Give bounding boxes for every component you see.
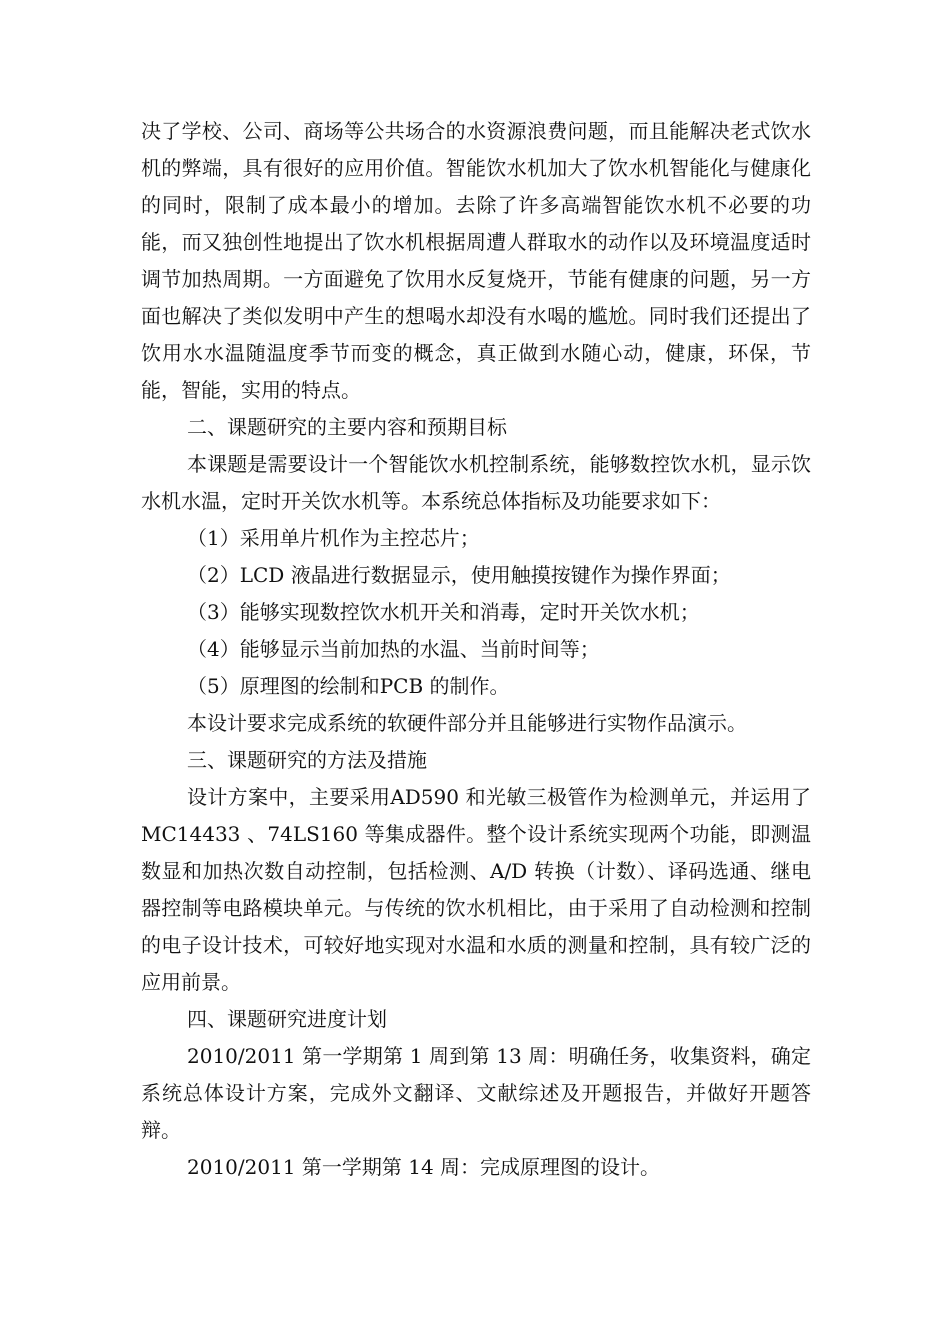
paragraph-design-requirement: 本设计要求完成系统的软硬件部分并且能够进行实物作品演示。 <box>187 711 747 735</box>
paragraph-schedule-1: 2010/2011 第一学期第 1 周到第 13 周：明确任务，收集资料，确定系统总体设计方案，完成外文翻译、文献综述及开题报告，并做好开题答辩。 <box>141 1044 811 1142</box>
paragraph-objectives: 本课题是需要设计一个智能饮水机控制系统，能够数控饮水机，显示饮水机水温，定时开关饮水机等。本系统总体指标及功能要求如下： <box>141 452 811 513</box>
paragraph-schedule-2: 2010/2011 第一学期第 14 周：完成原理图的设计。 <box>187 1155 661 1179</box>
list-item-3: （3）能够实现数控饮水机开关和消毒，定时开关饮水机； <box>187 600 700 624</box>
list-item-2: （2）LCD 液晶进行数据显示，使用触摸按键作为操作界面； <box>187 563 731 587</box>
section-heading-4: 四、课题研究进度计划 <box>187 1007 387 1031</box>
document-body <box>141 113 811 1186</box>
paragraph-methods: 设计方案中，主要采用AD590 和光敏三极管作为检测单元，并运用了 MC14433 、74LS160 等集成器件。整个设计系统实现两个功能，即测温数显和加热次数自动控制，包括检测、A/D 转换（计数）、译码选通、继电器控制等电路模块单元。与传统的饮水机相比，由于采用了自动检测和控制的电子设计技术，可较好地实现对水温和水质的测量和控制，具有较广泛的应用前景。 <box>141 785 811 994</box>
section-heading-3: 三、课题研究的方法及措施 <box>187 748 427 772</box>
paragraph-intro-continued: 决了学校、公司、商场等公共场合的水资源浪费问题，而且能解决老式饮水机的弊端，具有很好的应用价值。智能饮水机加大了饮水机智能化与健康化的同时，限制了成本最小的增加。去除了许多高端智能饮水机不必要的功能，而又独创性地提出了饮水机根据周遭人群取水的动作以及环境温度适时调节加热周期。一方面避免了饮用水反复烧开，节能有健康的问题，另一方面也解决了类似发明中产生的想喝水却没有水喝的尴尬。同时我们还提出了饮用水水温随温度季节而变的概念，真正做到水随心动，健康，环保，节能，智能，实用的特点。 <box>141 119 811 402</box>
list-item-4: （4）能够显示当前加热的水温、当前时间等； <box>187 637 600 661</box>
list-item-5: （5）原理图的绘制和PCB 的制作。 <box>187 674 510 698</box>
section-heading-2: 二、课题研究的主要内容和预期目标 <box>187 415 507 439</box>
list-item-1: （1）采用单片机作为主控芯片； <box>187 526 480 550</box>
